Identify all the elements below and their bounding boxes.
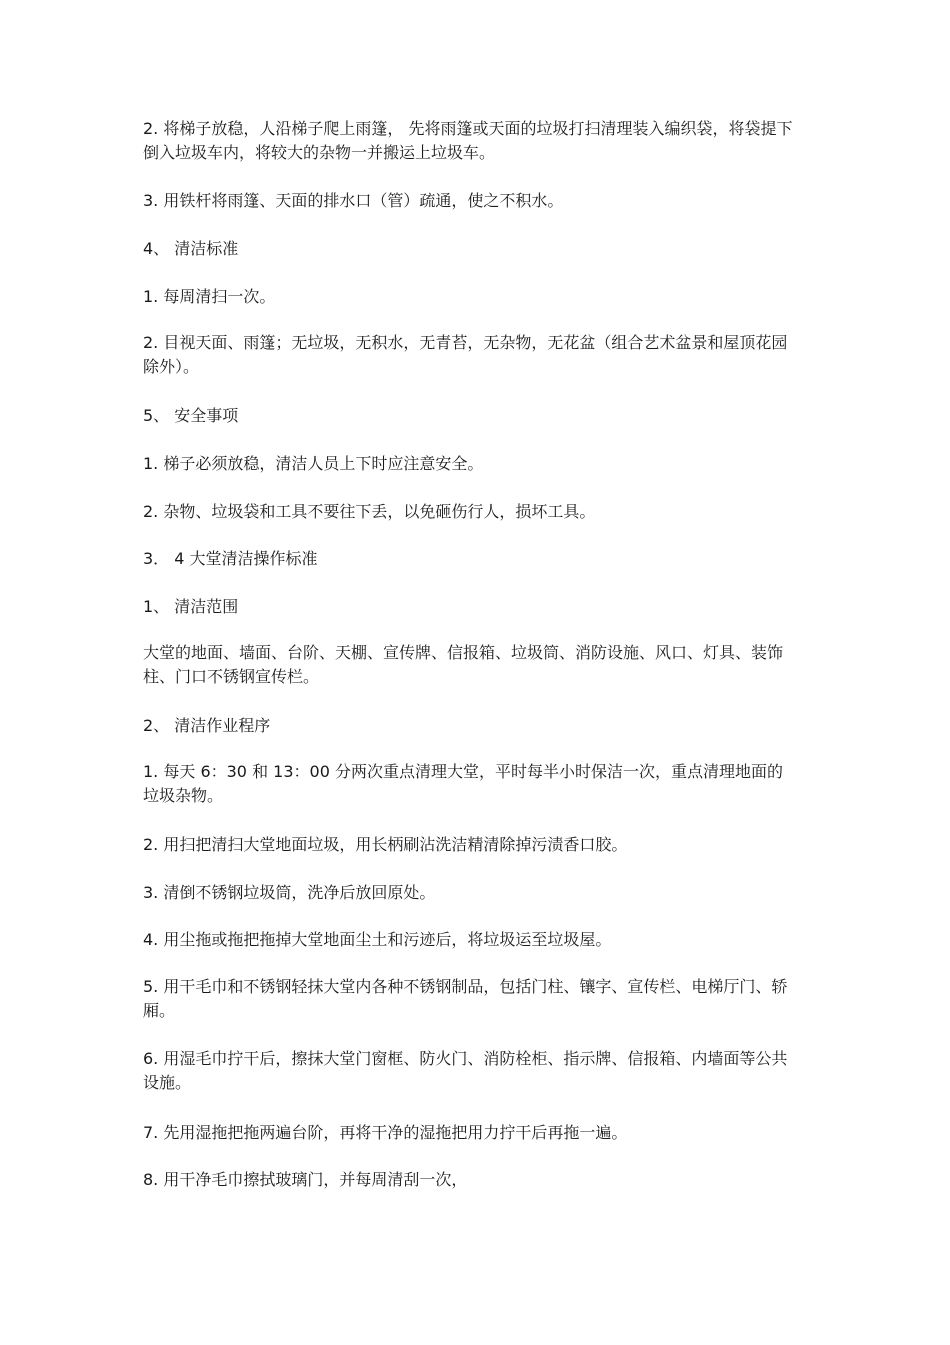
paragraph-7: 大堂的地面、墙面、台阶、天棚、宣传牌、信报箱、垃圾筒、消防设施、风口、灯具、装饰柱、门口不锈钢宣传栏。 (143, 643, 784, 686)
paragraph-1: 2. 将梯子放稳，人沿梯子爬上雨篷， 先将雨篷或天面的垃圾打扫清理装入编织袋，将袋提下倒入垃圾车内，将较大的杂物一并搬运上垃圾车。 (143, 119, 793, 162)
paragraph-15: 8. 用干净毛巾擦拭玻璃门，并每周清刮一次， (143, 1170, 468, 1189)
paragraph-11: 4. 用尘拖或拖把拖掉大堂地面尘土和污迹后，将垃圾运至垃圾屋。 (143, 930, 612, 949)
section-heading-scope: 1、 清洁范围 (143, 597, 239, 616)
section-heading-procedure: 2、 清洁作业程序 (143, 716, 271, 735)
paragraph-3: 1. 每周清扫一次。 (143, 287, 276, 306)
paragraph-5: 1. 梯子必须放稳，清洁人员上下时应注意安全。 (143, 454, 484, 473)
paragraph-14: 7. 先用湿拖把拖两遍台阶，再将干净的湿拖把用力拧干后再拖一遍。 (143, 1123, 628, 1142)
paragraph-13: 6. 用湿毛巾拧干后，擦抹大堂门窗框、防火门、消防栓柜、指示牌、信报箱、内墙面等公共设施。 (143, 1049, 788, 1092)
section-heading-lobby: 3． 4 大堂清洁操作标准 (143, 549, 318, 568)
section-heading-clean-standard: 4、 清洁标准 (143, 239, 239, 258)
paragraph-9: 2. 用扫把清扫大堂地面垃圾，用长柄刷沾洗洁精清除掉污渍香口胶。 (143, 835, 628, 854)
section-heading-safety: 5、 安全事项 (143, 406, 239, 425)
paragraph-2: 3. 用铁杆将雨篷、天面的排水口（管）疏通，使之不积水。 (143, 191, 564, 210)
paragraph-4: 2. 目视天面、雨篷；无垃圾，无积水，无青苔，无杂物，无花盆（组合艺术盆景和屋顶花园除外）。 (143, 333, 788, 376)
paragraph-6: 2. 杂物、垃圾袋和工具不要往下丢，以免砸伤行人，损坏工具。 (143, 502, 596, 521)
paragraph-10: 3. 清倒不锈钢垃圾筒，洗净后放回原处。 (143, 883, 436, 902)
paragraph-8: 1. 每天 6：30 和 13：00 分两次重点清理大堂，平时每半小时保洁一次，重点清理地面的垃圾杂物。 (143, 762, 783, 805)
paragraph-12: 5. 用干毛巾和不锈钢轻抹大堂内各种不锈钢制品，包括门柱、镶字、宣传栏、电梯厅门、轿厢。 (143, 977, 788, 1020)
